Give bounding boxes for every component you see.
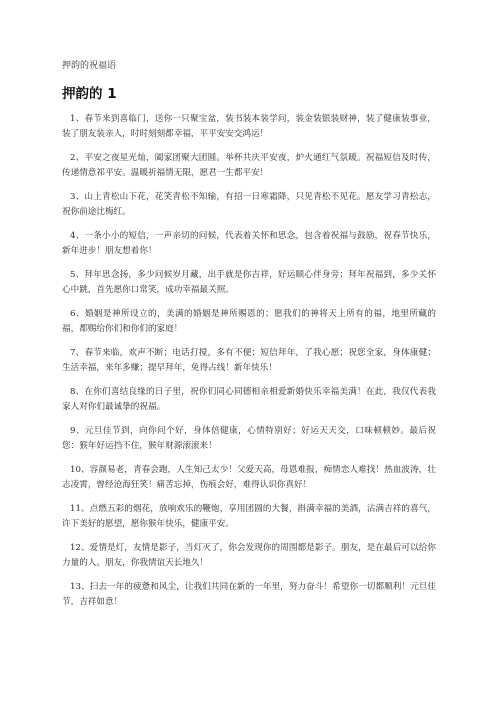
- paragraph: 4、一条小小的短信，一声亲切的问候，代表着关怀和思念，包含着祝福与鼓励，祝春节快乐，新年进步！朋友想着你！: [62, 231, 436, 256]
- paragraph: 2、平安之夜星光灿，阖家团聚大团圆。举杯共庆平安夜，炉火通红气氛暖。祝福短信及时传，传递情意祁平安。温暖祈福情无限，愿君一生都平安！: [62, 153, 436, 178]
- document-title: 押韵的 1: [62, 86, 117, 102]
- paragraph: 6、婚姻是神所设立的，美满的婚姻是神所赐恩的；愿我们的神将天上所有的福，地里所藏的福，都赐给你们和你们的家庭！: [62, 309, 436, 334]
- paragraph: 11、点燃五彩的烟花，放响欢乐的鞭炮，享用团圆的大餐，斟满幸福的美酒，沾满吉祥的喜气，许下美好的愿望，愿你猴年快乐，健康平安。: [62, 504, 436, 529]
- paragraph: 5、拜年思念扬，多少问候岁月藏，出手就是你吉祥，好运顺心伴身旁；拜年祝福到，多少关怀心中跳，首先愿你口常笑，成功幸福最关照。: [62, 270, 436, 295]
- paragraph: 13、扫去一年的疲惫和风尘，让我们共同在新的一年里，努力奋斗！希望你一切都顺利！元旦佳节，吉祥如意！: [62, 582, 436, 607]
- paragraph: 9、元旦佳节到，向你问个好，身体倍健康，心情特别好；好运天天交，口味顿顿妙。最后祝您：猴年好运挡不住，猴年财源滚滚来！: [62, 426, 436, 451]
- paragraph: 10、容颜易老，青春会跑，人生知己太少！父爱天高，母恩难报，痴情恋人难找！热血波涛，壮志凌霄，曾经沧海狂笑！痛苦忘掉，伤痕会好，难得认识你真好！: [62, 465, 436, 490]
- paragraph: 1、春节来到喜临门，送你一只聚宝盆，装书装本装学问，装金装银装财神，装了健康装事业，装了朋友装亲人，时时刻刻都幸福，平平安安交鸿运！: [62, 114, 436, 139]
- document-header: 押韵的祝福语: [62, 61, 117, 71]
- paragraph: 8、在你们喜结良缘的日子里，祝你们同心同德相亲相爱新婚快乐幸福美满！在此，我仅代表我家人对你们最诚挚的祝福。: [62, 387, 436, 412]
- paragraph: 12、爱情是灯，友情是影子，当灯灭了，你会发现你的周围都是影子。朋友，是在最后可以给你力量的人。朋友，你我情谊天长地久！: [62, 543, 436, 568]
- paragraph: 3、山上青松山下花，花笑青松不知输，有招一日寒霜降，只见青松不见花。愿友学习青松志，祝你前途比梅红。: [62, 192, 436, 217]
- paragraph: 7、春节来临，欢声不断；电话打搅，多有不便；短信拜年，了我心愿；祝您全家，身体康健；生活幸福，来年多赚；提早拜年，免得占线！新年快乐！: [62, 348, 436, 373]
- paragraph-list: [62, 112, 436, 619]
